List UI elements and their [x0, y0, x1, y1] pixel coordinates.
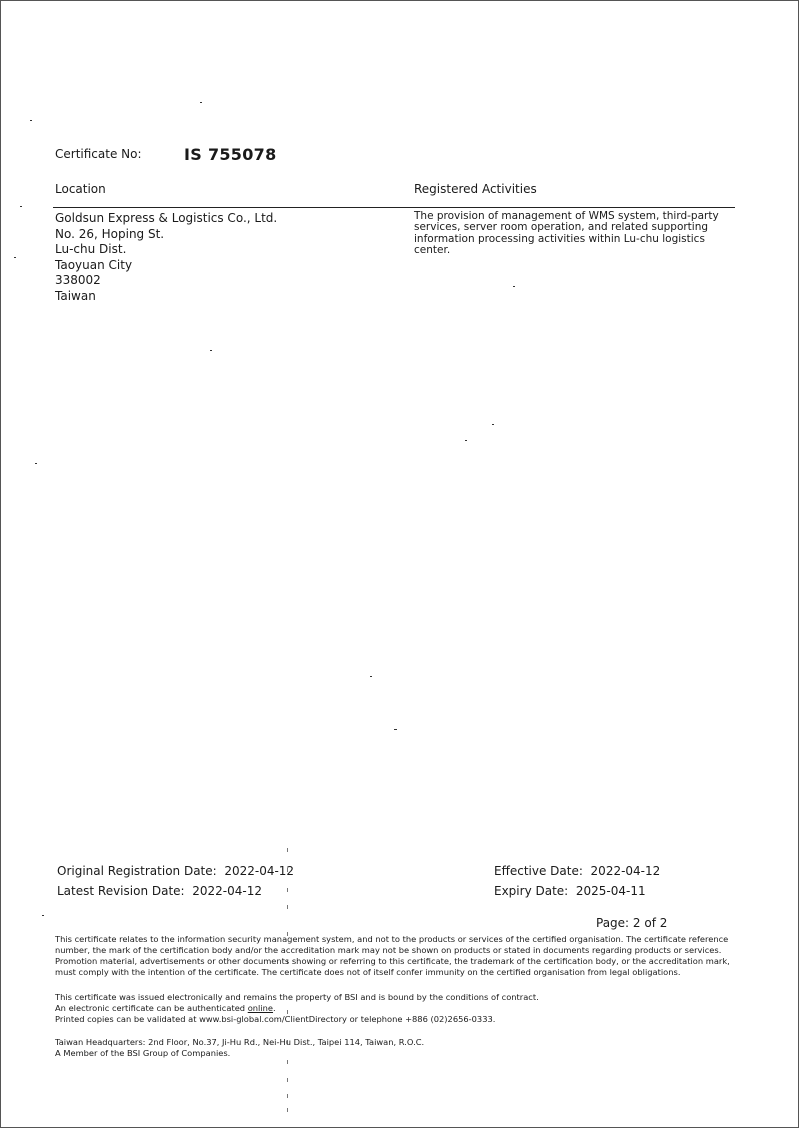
activities-heading: Registered Activities: [414, 182, 537, 196]
address-line: Lu-chu Dist.: [55, 242, 127, 257]
disclaimer-text: [55, 934, 730, 978]
fold-mark: [287, 888, 288, 892]
scan-speck: [42, 915, 44, 916]
electronic-issue-note: This certificate was issued electronically and remains the property of BSI and is bound by the conditions of contract.: [55, 992, 539, 1002]
authentication-note: [55, 1003, 539, 1014]
authentication-suffix: .: [273, 1003, 276, 1013]
certificate-number-label: Certificate No:: [55, 147, 142, 161]
fold-mark: [287, 1060, 288, 1064]
scan-speck: [200, 102, 202, 103]
validation-note: Printed copies can be validated at www.bsi-global.com/ClientDirectory or telephone +886 (02)2656-0333.: [55, 1014, 496, 1024]
scan-speck: [465, 440, 467, 441]
fold-mark: [287, 848, 288, 852]
expiry-date-value: 2025-04-11: [575, 884, 646, 898]
address-line: Goldsun Express & Logistics Co., Ltd.: [55, 211, 278, 225]
disclaimer-line: number, the mark of the certification body and/or the accreditation mark may not be shown on products or stated in documents regarding products or services.: [55, 945, 722, 955]
footer: [55, 1037, 424, 1059]
group-membership: A Member of the BSI Group of Companies.: [55, 1048, 231, 1058]
address-line: 338002: [55, 273, 101, 288]
scan-speck: [394, 729, 397, 730]
online-link[interactable]: online: [247, 1003, 274, 1013]
original-registration-value: 2022-04-12: [224, 864, 295, 878]
original-registration-date: [57, 864, 294, 878]
expiry-date-label: Expiry Date:: [494, 884, 569, 898]
disclaimer-line: must comply with the intention of the certificate. The certificate does not of itself confer immunity on the certified organisation from legal obligations.: [55, 967, 681, 977]
scan-speck: [35, 463, 37, 464]
effective-date: [494, 864, 660, 878]
address-line: Taiwan: [55, 288, 96, 303]
page-number: Page: 2 of 2: [596, 916, 668, 930]
effective-date-label: Effective Date:: [494, 864, 583, 878]
certificate-number: IS 755078: [184, 145, 277, 164]
fold-mark: [287, 1078, 288, 1082]
headquarters-address: Taiwan Headquarters: 2nd Floor, No.37, Ji-Hu Rd., Nei-Hu Dist., Taipei 114, Taiwan, R.O.C.: [55, 1037, 425, 1047]
authentication-text: An electronic certificate can be authenticated: [55, 1003, 248, 1013]
fold-mark: [287, 905, 288, 909]
scan-speck: [513, 286, 515, 287]
fold-mark: [287, 1094, 288, 1098]
registered-activities-text: The provision of management of WMS system, third-party services, server room operation, and related supporting information processing activities within Lu-chu logistics center.: [414, 210, 719, 257]
scan-speck: [210, 350, 212, 351]
address-line: No. 26, Hoping St.: [55, 226, 165, 241]
address-line: Taoyuan City: [55, 257, 133, 272]
scan-speck: [20, 206, 22, 207]
original-registration-label: Original Registration Date:: [57, 864, 217, 878]
scan-speck: [370, 676, 372, 677]
latest-revision-value: 2022-04-12: [192, 884, 262, 898]
fold-mark: [287, 1108, 288, 1112]
scan-speck: [14, 257, 16, 258]
latest-revision-date: [57, 884, 262, 898]
disclaimer-line: Promotion material, advertisements or other documents showing or referring to this certificate, the trademark of the certification body, or the accreditation mark,: [55, 956, 730, 966]
header-rule: [53, 207, 735, 208]
disclaimer-line: This certificate relates to the information security management system, and not to the products or services of the certified organisation. The certificate reference: [55, 934, 729, 944]
scan-speck: [492, 424, 494, 425]
location-address: [55, 211, 277, 305]
scan-speck: [30, 120, 32, 121]
electronic-certificate-notes: [55, 992, 539, 1025]
location-heading: Location: [55, 182, 106, 196]
latest-revision-label: Latest Revision Date:: [57, 884, 185, 898]
effective-date-value: 2022-04-12: [590, 864, 661, 878]
expiry-date: [494, 884, 646, 898]
